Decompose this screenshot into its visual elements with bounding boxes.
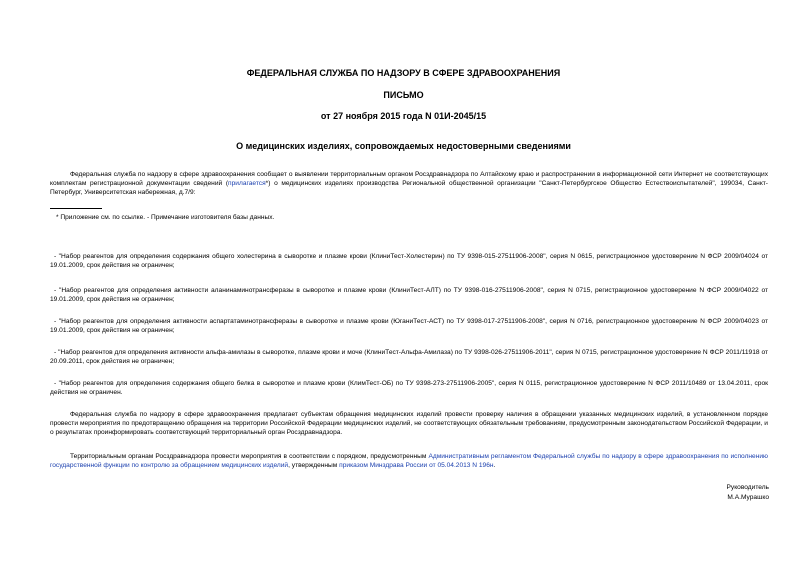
agency-title: ФЕДЕРАЛЬНАЯ СЛУЖБА ПО НАДЗОРУ В СФЕРЕ ЗДРАВООХРАНЕНИЯ: [246, 68, 561, 78]
intro-paragraph: [50, 170, 768, 197]
signatory-name: М.А.Мурашко: [727, 494, 769, 501]
proposal-paragraph: Федеральная служба по надзору в сфере здравоохранения предлагает субъектам обращения медицинских изделий провести проверку наличия в обращении указанных медицинских изделий, в установленном порядке провести мероприятия по предотвращению обращения на территории Российской Федерации медицинских изделий, не соответствующих обязательным требованиям, предусмотренным законодательством Российской Федерации, и о результатах проинформировать соответствующий территориальный орган Росздравнадзора.: [50, 411, 768, 436]
footnote: * Приложение см. по ссылке. - Примечание изготовителя базы данных.: [56, 214, 275, 221]
list-item: - "Набор реагентов для определения содержания общего белка в сыворотке и плазме крови (КлимТест-ОБ) по ТУ 9398-273-27511906-2005", серия N 0115, регистрационное удостоверение N ФСР 2011/10489 от 13.04.2011, срок действия не ограничен.: [50, 380, 768, 396]
document-date-number: от 27 ноября 2015 года N 01И-2045/15: [320, 111, 487, 121]
document-type: ПИСЬМО: [383, 90, 424, 100]
list-item: - "Набор реагентов для определения активности аланинаминотрансферазы в сыворотке и плазме крови (КлиниТест-АЛТ) по ТУ 9398-016-27511906-2008", серия N 0715, регистрационное удостоверение N ФСР 2009/04022 от 19.01.2009, срок действия не ограничен;: [50, 287, 768, 303]
territorial-text-1: Территориальным органам Росздравнадзора провести мероприятия в соответствии с порядком, предусмотренным: [70, 453, 429, 460]
document-subject: О медицинских изделиях, сопровождаемых недостоверными сведениями: [236, 141, 571, 151]
territorial-text-3: .: [493, 462, 496, 469]
signatory-title: Руководитель: [726, 484, 769, 491]
list-item: - "Набор реагентов для определения содержания общего холестерина в сыворотке и плазме крови (КлиниТест-Холестерин) по ТУ 9398-015-27511906-2008", серия N 0615, регистрационное удостоверение N ФСР 2009/04024 от 19.01.2009, срок действия не ограничен;: [50, 253, 768, 269]
attachment-link[interactable]: прилагается: [228, 180, 266, 187]
intro-text-2: *) о медицинских изделиях производства Региональной общественной организации "Санкт-Петербургское Общество Естествоиспытателей", 199034, Санкт-Петербург, Университетская набережная, д.7/9:: [50, 180, 768, 196]
regulation-link[interactable]: Административным регламентом Федеральной службы по надзору в сфере здравоохранения по исполнению государственной функции по контролю за обращением медицинских изделий: [50, 453, 768, 469]
intro-text-1: Федеральная служба по надзору в сфере здравоохранения сообщает о выявлении территориальным органом Росздравнадзора по Алтайскому краю и распространении в информационной сети Интернет не соответствующих комплектам регистрационной документации сведений (: [50, 171, 768, 187]
territorial-paragraph: [50, 452, 768, 470]
territorial-text-2: , утвержденным: [288, 462, 340, 469]
order-link[interactable]: приказом Минздрава России от 05.04.2013 N 196н: [339, 462, 494, 469]
list-item: - "Набор реагентов для определения активности аспартатаминотрансферазы в сыворотке и плазме крови (ЮганиТест-АСТ) по ТУ 9398-017-27511906-2008", серия N 0716, регистрационное удостоверение N ФСР 2009/04023 от 19.01.2009, срок действия не ограничен;: [50, 318, 768, 334]
footnote-divider: [50, 208, 102, 209]
list-item: - "Набор реагентов для определения активности альфа-амилазы в сыворотке, плазме крови и моче (КлиниТест-Альфа-Амилаза) по ТУ 9398-026-27511906-2011", серия N 0715, регистрационное удостоверение N ФСР 2011/11918 от 20.09.2011, срок действия не ограничен;: [50, 349, 768, 365]
